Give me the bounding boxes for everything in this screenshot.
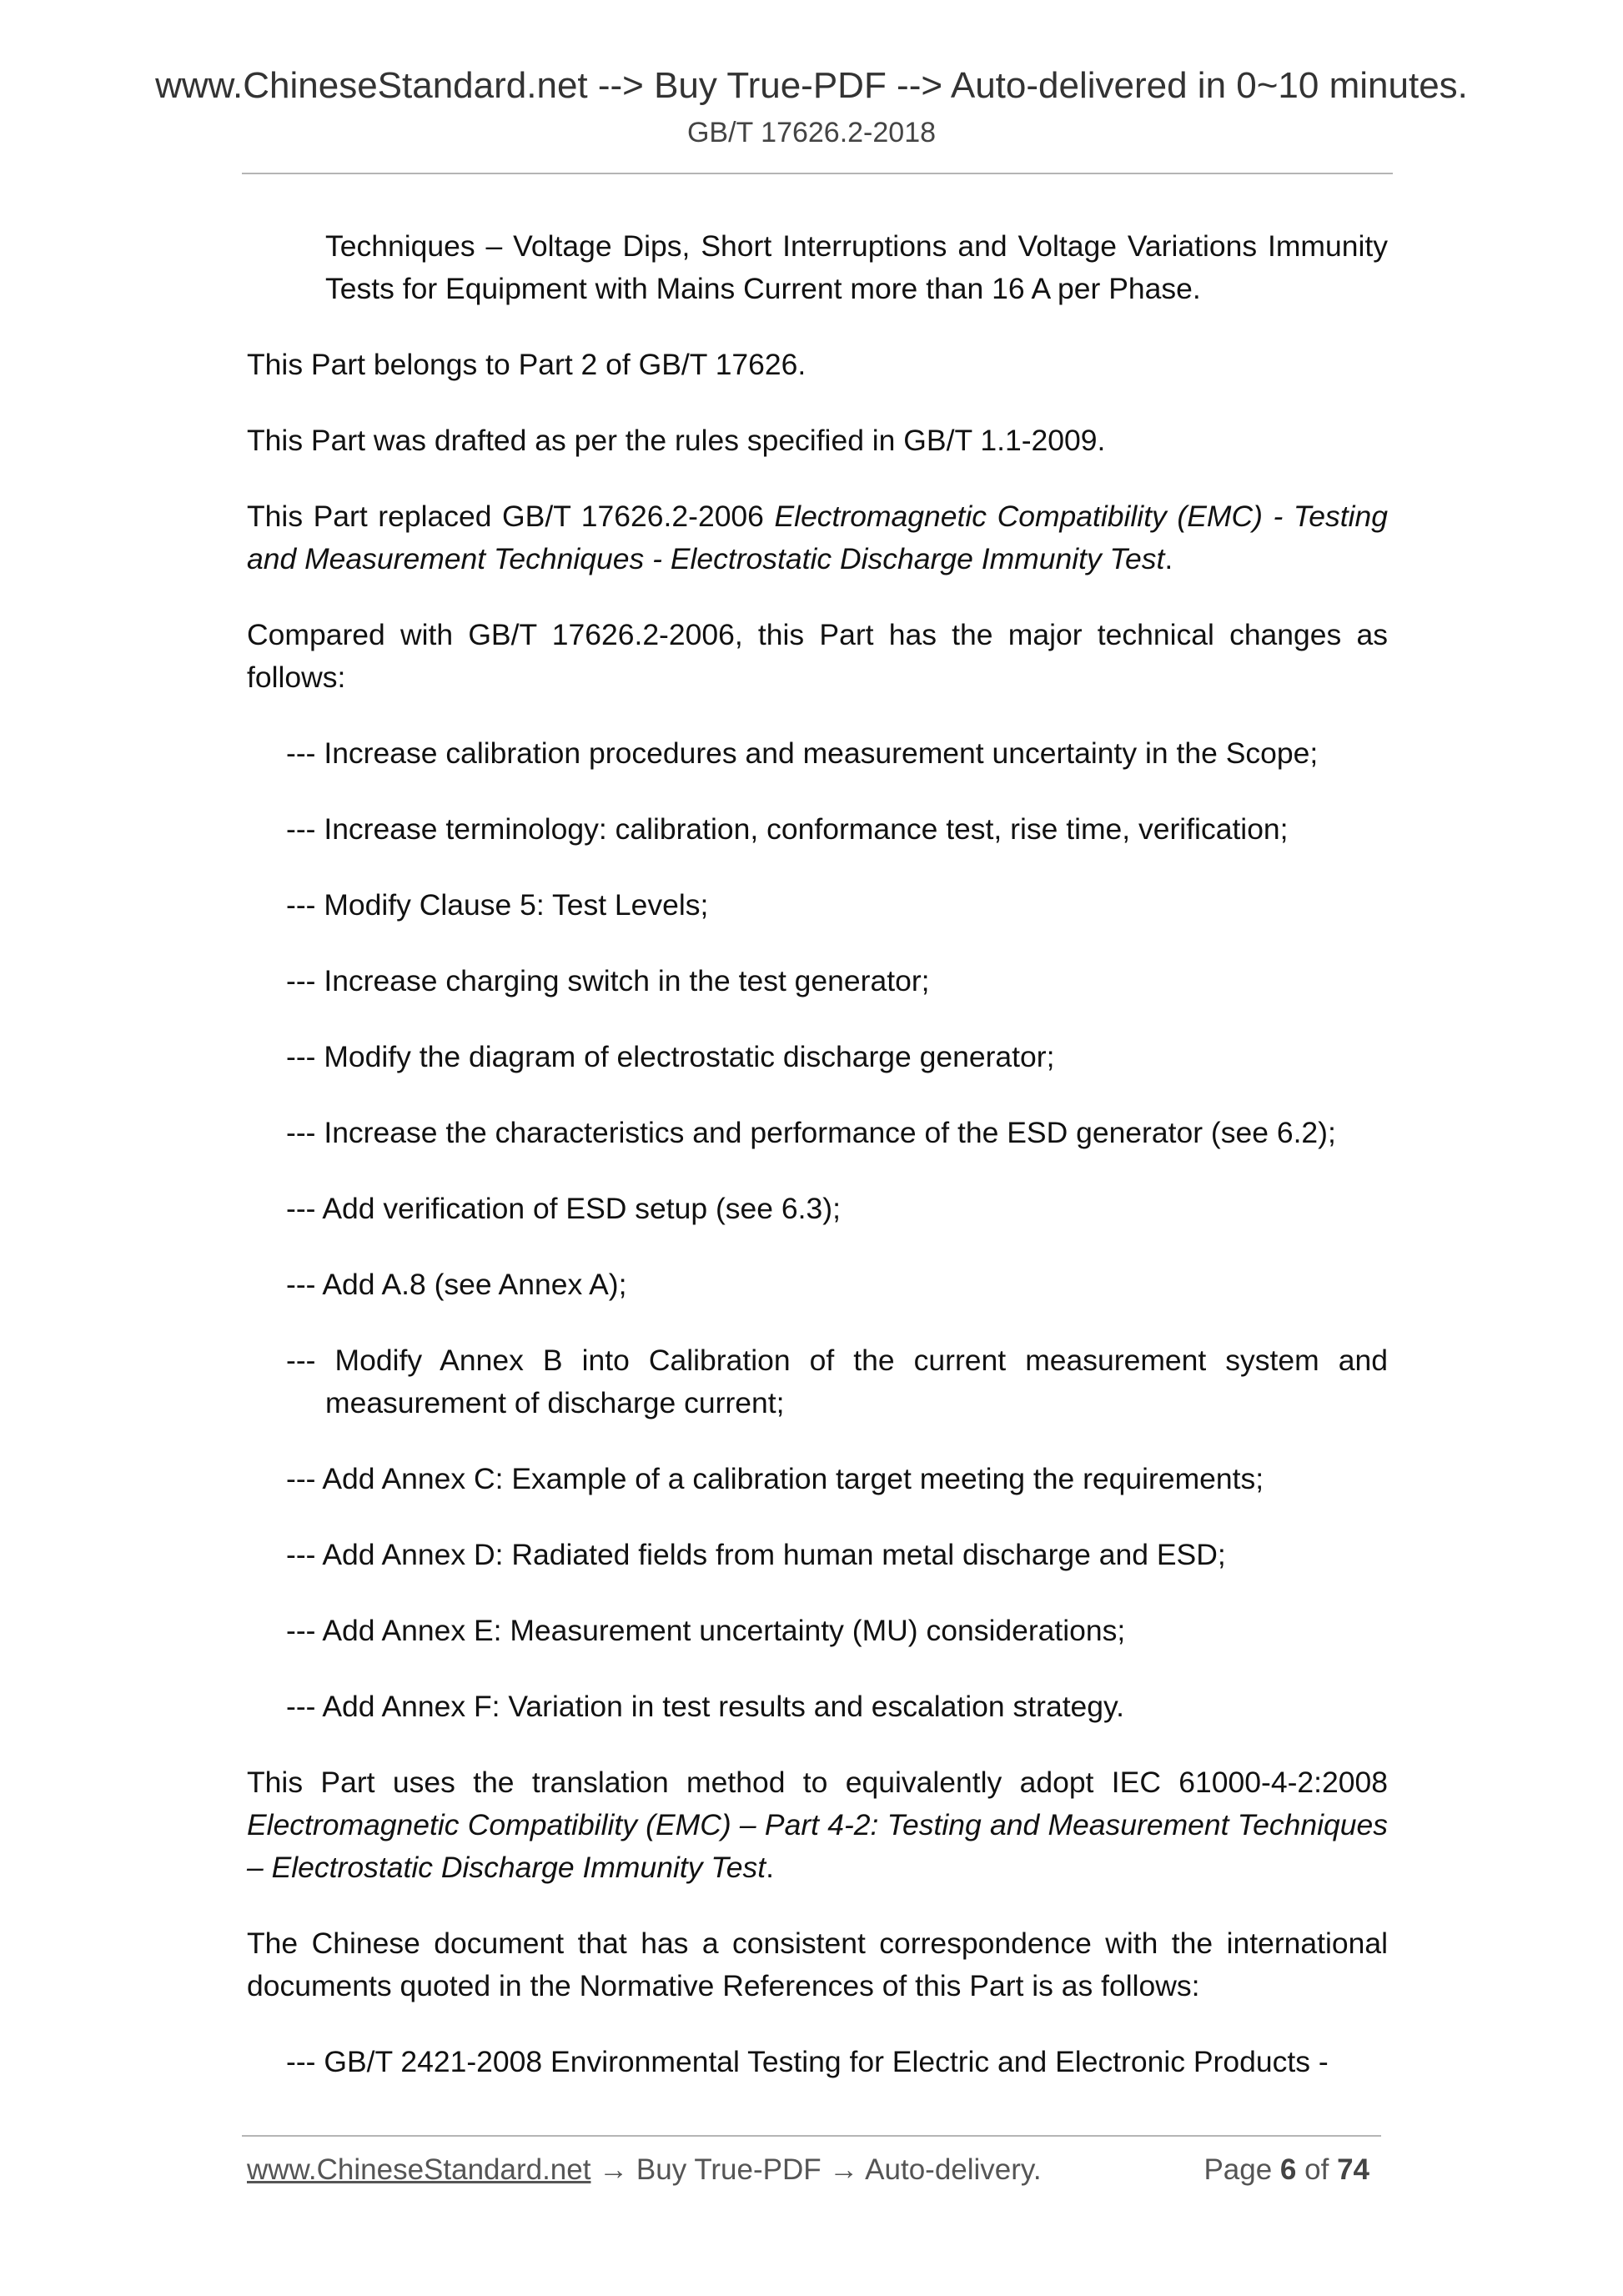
page-indicator xyxy=(1203,2153,1369,2187)
adopt-suffix: . xyxy=(766,1851,775,1884)
change-item: --- Add Annex F: Variation in test results and escalation strategy. xyxy=(286,1690,1125,1723)
change-item: --- Increase terminology: calibration, conformance test, rise time, verification; xyxy=(286,812,1289,846)
change-item: --- Add Annex D: Radiated fields from human metal discharge and ESD; xyxy=(286,1538,1226,1571)
change-item: --- Add A.8 (see Annex A); xyxy=(286,1268,627,1301)
adopt-prefix: This Part uses the translation method to equivalently adopt IEC 61000-4-2:2008 xyxy=(247,1766,1388,1799)
change-item: --- Modify the diagram of electrostatic discharge generator; xyxy=(286,1040,1055,1073)
change-item: --- Modify Clause 5: Test Levels; xyxy=(286,888,709,922)
continuation-paragraph: Techniques – Voltage Dips, Short Interruptions and Voltage Variations Immunity Tests for Equipment with Mains Current more than 16 A per Phase. xyxy=(325,229,1388,305)
paragraph-belongs: This Part belongs to Part 2 of GB/T 17626. xyxy=(247,348,806,381)
paragraph-compared: Compared with GB/T 17626.2-2006, this Part has the major technical changes as follows: xyxy=(247,618,1388,694)
change-item: --- Increase calibration procedures and measurement uncertainty in the Scope; xyxy=(286,736,1319,770)
change-item: --- Increase charging switch in the test generator; xyxy=(286,964,930,997)
replaced-prefix: This Part replaced GB/T 17626.2-2006 xyxy=(247,500,775,533)
change-item: --- Add verification of ESD setup (see 6.3); xyxy=(286,1192,841,1225)
footer-divider xyxy=(242,2135,1381,2137)
document-body xyxy=(247,225,1388,2117)
header-doc-id: GB/T 17626.2-2018 xyxy=(686,117,937,148)
paragraph-chinese-doc: The Chinese document that has a consistent correspondence with the international documents quoted in the Normative References of this Part is as follows: xyxy=(247,1927,1388,2002)
reference-item: --- GB/T 2421-2008 Environmental Testing for Electric and Electronic Products - xyxy=(286,2045,1329,2078)
of-word: of xyxy=(1304,2153,1329,2186)
page-word: Page xyxy=(1203,2153,1273,2186)
paragraph-replaced xyxy=(247,495,1388,580)
footer-left xyxy=(247,2153,1042,2186)
replaced-title: Electromagnetic Compatibility (EMC) - Testing and Measurement Techniques - Electrostatic Discharge Immunity Test xyxy=(247,500,1389,575)
header-banner: www.ChineseStandard.net --> Buy True-PDF --> Auto-delivered in 0~10 minutes. xyxy=(155,65,1468,106)
replaced-suffix: . xyxy=(1164,542,1173,575)
page-total: 74 xyxy=(1337,2153,1369,2186)
page-number: 6 xyxy=(1279,2153,1297,2186)
footer-tail: → Buy True-PDF → Auto-delivery. xyxy=(590,2153,1042,2186)
adopt-title: Electromagnetic Compatibility (EMC) – Part 4-2: Testing and Measurement Techniques – Electrostatic Discharge Immunity Test xyxy=(247,1808,1388,1884)
change-item: --- Modify Annex B into Calibration of the current measurement system and measurement of discharge current; xyxy=(286,1344,1388,1419)
change-item: --- Add Annex E: Measurement uncertainty (MU) considerations; xyxy=(286,1614,1126,1647)
footer-site-link[interactable]: www.ChineseStandard.net xyxy=(247,2153,591,2186)
paragraph-adopt xyxy=(247,1761,1388,1889)
paragraph-drafted: This Part was drafted as per the rules specified in GB/T 1.1-2009. xyxy=(247,424,1106,457)
change-item: --- Add Annex C: Example of a calibration target meeting the requirements; xyxy=(286,1462,1264,1495)
footer xyxy=(247,2153,1381,2187)
change-item: --- Increase the characteristics and performance of the ESD generator (see 6.2); xyxy=(286,1116,1336,1149)
header-divider xyxy=(242,173,1393,174)
